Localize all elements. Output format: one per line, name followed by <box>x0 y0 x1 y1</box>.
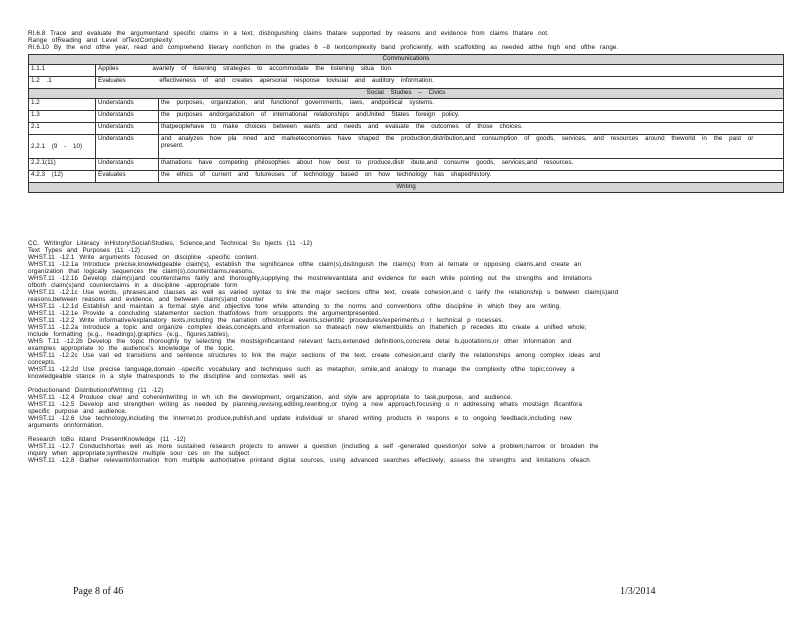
section-header-row <box>29 55 784 65</box>
standard-description <box>96 65 784 77</box>
standard-verb: Understands <box>96 135 159 159</box>
writing-standard-line: arguments orinformation. <box>28 422 104 429</box>
standard-line: Range ofReading and Level ofTextComplexity: <box>28 37 174 44</box>
writing-standard-line: Text Types and Purposes (11 -12) <box>28 247 141 254</box>
writing-standard-line: WHST.11 -12.4 Produce clear and coherentwriting in wh ich the development, organization, and style are appropriate to task,purpose, and audience. <box>28 394 513 401</box>
writing-standard-line: WHST.11 -12.6 Use technology,including the Internet,to produce,publish,and update individual or shared writing products in respons e to ongoing feedback,including new <box>28 415 572 422</box>
standard-verb: Evaluates <box>96 171 159 183</box>
writing-standard-line: WHST.11 -12.1c Use words, phrases,and clauses as well as varied syntax to link the major sections ofthe text, create cohesion,and c larify the relationship s between claim(s)and <box>28 289 619 296</box>
standards-table <box>28 54 784 193</box>
writing-standard-line: Research toBu ildand PresentKnowledge (11 -12) <box>28 436 186 443</box>
standard-verb: Evaluates <box>98 77 126 84</box>
standard-verb: Understands <box>96 99 159 111</box>
table-row <box>29 123 784 135</box>
document-page <box>28 30 784 590</box>
standard-code: 4.2.3 (12) <box>29 171 96 183</box>
standard-text: thatnations have competing philosophies about how best to produce,distr ibute,and consume goods, services,and resources. <box>159 159 784 171</box>
writing-standard-line: WHST.11 -12.8 Gather relevantinformation from multiple authoritative printand digital sources, using advanced searches effectively; assess the strengths and limitations ofeach <box>28 457 590 464</box>
standard-verb: Applies <box>98 65 119 72</box>
writing-standard-line: CC. Writingfor Literacy inHistory\Social\Studies, Science,and Technical Su bjects (11 -12) <box>28 240 313 247</box>
standard-description <box>96 77 784 89</box>
section-header: Social Studies – Civics <box>29 89 784 99</box>
writing-standard-line: ofboth claim(s)and counterclaims in a discipline -appropriate form <box>28 282 238 289</box>
document-date: 1/3/2014 <box>620 586 656 597</box>
standard-text: the ethics of current and futureuses of technology based on how technology has shapedhistory. <box>159 171 784 183</box>
writing-standard-line: WHST.11 -12.5 Develop and strengthen writing as needed by planning,revising,editing,rewriting,or trying a new approach,focusing o n addressing whatis mostsign ificantfora <box>28 401 583 408</box>
standard-text: the purposes andorganization of international relationships andUnited States foreign policy. <box>159 111 784 123</box>
section-header-row <box>29 89 784 99</box>
writing-standard-line: WHST.11 -12.2d Use precise language,domain -specific vocabulary and techniques such as metaphor, simile,and analogy to manage the complexity ofthe topic;convey a <box>28 366 575 373</box>
section-header-row <box>29 183 784 193</box>
standard-code: 1.2 .1 <box>29 77 96 89</box>
standard-text: thatpeoplehave to make choices between wants and needs and evaluate the outcomes of those choices. <box>159 123 784 135</box>
writing-standard-line: WHST.11 -12.2c Use vari ed transitions and sentence structures to link the major sections of the text, create cohesion,and clarify the relationships among complex ideas and <box>28 352 601 359</box>
table-row <box>29 159 784 171</box>
standard-code: 2.2.1 (9 - 10) <box>29 135 96 159</box>
writing-standard-line: WHST.11 -12.1a Introduce precise,knowledgeable claim(s), establish the significance ofthe claim(s),distinguish the claim(s) from al ternate or opposing claims,and create an <box>28 261 582 268</box>
standard-verb: Understands <box>96 159 159 171</box>
standard-code: 1.2 <box>29 99 96 111</box>
writing-standard-line: WHS T.11 -12.2b Develop the topic thoroughly by selecting the mostsignificantand relevant facts,extended definitions,concrete detai ls,quotations,or other information and <box>28 338 572 345</box>
writing-standard-line: WHST.11 -12.7 Conductshortas well as more sustained research projects to answer a question (including a self -generated question)or solve a problem;narrow or broaden the <box>28 443 599 450</box>
page-number: Page 8 of 46 <box>73 586 124 597</box>
writing-standard-line: concepts. <box>28 359 56 366</box>
writing-standard-line: knowledgeable stance in a style thatresponds to the discipline and contextas well as <box>28 373 307 380</box>
standard-text: and analyzes how pla nned and marketeconomies have shaped the production,distribution,and consumption of goods, services, and resources around theworld in the past or present. <box>159 135 784 159</box>
standard-code: 2.2.1(11) <box>29 159 96 171</box>
writing-standard-line: WHST.11 -12.1b Develop claim(s)and counterclaims fairly and thoroughly,supplying the mostrelevantdata and evidence for each while pointing out the strengths and limitations <box>28 275 592 282</box>
table-row <box>29 65 784 77</box>
table-row <box>29 111 784 123</box>
section-header: Writing <box>29 183 784 193</box>
table-row <box>29 135 784 159</box>
writing-standard-line: organization that logically sequences the claim(s),counterclaims,reasons, <box>28 268 254 275</box>
writing-standard-line: include formatting (e.g., headings),graphics (e.g., figures,tables), <box>28 331 230 338</box>
standard-verb: Understands <box>96 123 159 135</box>
writing-standard-line: reasons,between reasons and evidence, and between claim(s)and counter <box>28 296 264 303</box>
writing-standard-line: WHST.11 -12.1e Provide a concluding statementor section thatfollows from orsupports the argumentpresented. <box>28 310 381 317</box>
standard-line: RI.6.8 Trace and evaluate the argumentand specific claims in a text, distinguishing claims thatare supported by reasons and evidence from claims thatare not. <box>28 30 549 37</box>
writing-standard-line: specific purpose and audience. <box>28 408 127 415</box>
standard-verb: Understands <box>96 111 159 123</box>
standard-code: 2.1 <box>29 123 96 135</box>
writing-standard-line: WHST.11 -12.1d Establish and maintain a formal style and objective tone while attending to the norms and conventions ofthe discipline in which they are writing. <box>28 303 562 310</box>
standard-code: 1.3 <box>29 111 96 123</box>
standard-text: avariety of listening strategies to accommodate the listening situa tion. <box>152 65 393 72</box>
table-row <box>29 171 784 183</box>
table-row <box>29 99 784 111</box>
writing-standard-line: Productionand DistributionofWriting (11 -12) <box>28 387 164 394</box>
writing-standard-line: WHST.11 -12.2a Introduce a topic and organize complex ideas,concepts,and information so thateach new elementbuilds on thatwhich p recedes itto create a unified whole; <box>28 324 587 331</box>
standard-text: the purposes, organization, and functionof governments, laws, andpolitical systems. <box>159 99 784 111</box>
writing-standard-line: examples appropriate to the audience’s knowledge of the topic. <box>28 345 235 352</box>
section-header: Communications <box>29 55 784 65</box>
standard-line: RI.6.10 By the end ofthe year, read and comprehend literary nonfiction in the grades 6 –8 textcomplexity band proficiently, with scaffolding as needed atthe high end ofthe range. <box>28 44 619 51</box>
writing-standard-line: WHST.11 -12.1 Write arguments focused on discipline -specific content. <box>28 254 259 261</box>
standard-text: effectiveness of and creates apersonal response tovisual and auditory information. <box>159 77 434 84</box>
writing-standard-line: inquiry when appropriate;synthesize multiple sour ces on the subject <box>28 450 250 457</box>
writing-standard-line: WHST.11 -12.2 Write informative/explanatory texts,including the narration ofhistorical events,scientific procedures/experiments,o r technical p rocesses. <box>28 317 504 324</box>
standard-code: 1.1.1 <box>29 65 96 77</box>
table-row <box>29 77 784 89</box>
